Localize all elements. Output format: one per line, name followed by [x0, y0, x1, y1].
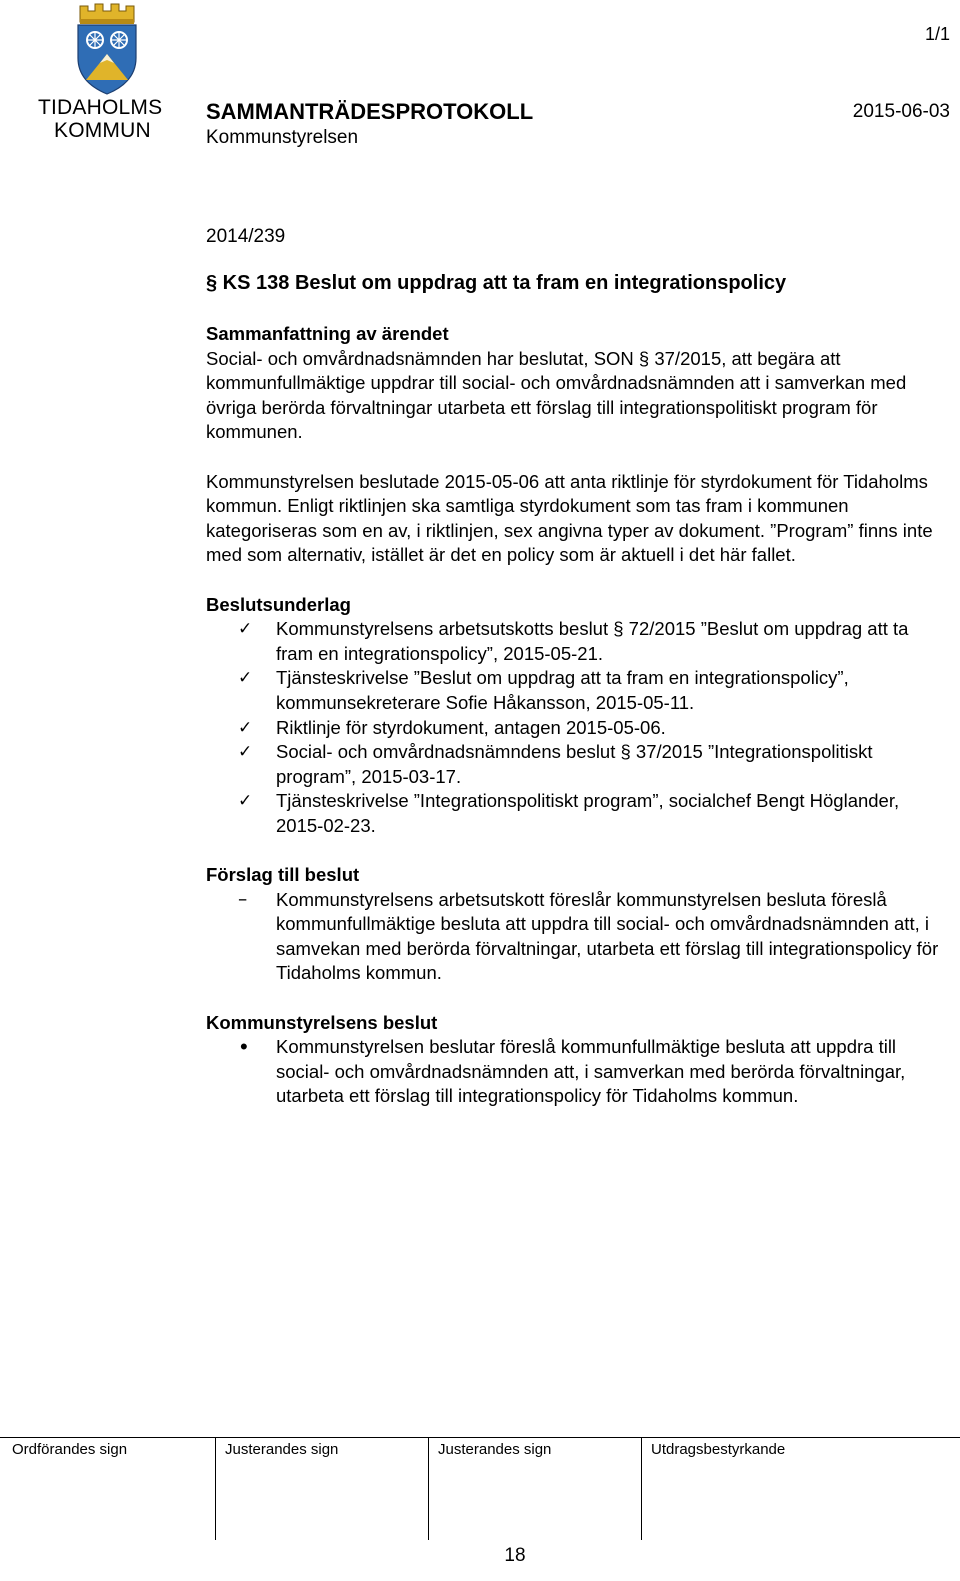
- paragraph-heading: § KS 138 Beslut om uppdrag att ta fram en integrationspolicy: [206, 272, 787, 294]
- list-item: [206, 716, 946, 741]
- list-item: [206, 888, 946, 986]
- municipality-logo-text: [38, 96, 178, 142]
- basis-item-text: Tjänsteskrivelse ”Beslut om uppdrag att ta fram en integrationspolicy”, kommunsekreterare Sofie Håkansson, 2015-05-11.: [276, 667, 849, 713]
- footer-column-divider: [215, 1437, 216, 1540]
- basis-item-text: Tjänsteskrivelse ”Integrationspolitiskt program”, socialchef Bengt Höglander, 2015-02-23.: [276, 790, 900, 836]
- summary-paragraph-1: Social- och omvårdnadsnämnden har beslutat, SON § 37/2015, att begära att kommunfullmäktige uppdrar till social- och omvårdnadsnämnden att i samverkan med övriga berörda förvaltningar utarbeta ett förslag till integrationspolitiskt program för kommunen.: [206, 347, 907, 443]
- summary-paragraph-2: Kommunstyrelsen beslutade 2015-05-06 att anta riktlinje för styrdokument för Tidaholms kommun. Enligt riktlinjen ska samtliga styrdokument som tas fram i kommunen kategoriseras som en av, i riktlinjen, sex angivna typer av dokument. ”Program” finns inte med som alternativ, istället är det en policy som är aktuell i det här fallet.: [206, 470, 933, 566]
- basis-item-text: Kommunstyrelsens arbetsutskotts beslut § 72/2015 ”Beslut om uppdrag att ta fram en integrationspolicy”, 2015-05-21.: [276, 618, 909, 664]
- case-number: 2014/239: [206, 226, 286, 247]
- check-mark-icon: ✓: [238, 742, 253, 763]
- check-mark-icon: ✓: [238, 791, 253, 812]
- document-content: [206, 322, 946, 1109]
- dash-bullet-icon: –: [238, 888, 248, 910]
- document-date: 2015-06-03: [852, 101, 950, 122]
- proposal-item-text: Kommunstyrelsens arbetsutskott föreslår kommunstyrelsen besluta föreslå kommunfullmäktige besluta att uppdra till social- och omvårdnadsnämnden att, i samvekan med berörda förvaltningar, utarbeta ett förslag till integrationspolicy för Tidaholms kommun.: [276, 888, 939, 984]
- summary-heading: Sammanfattning av ärendet: [206, 323, 449, 344]
- logo-line-2: KOMMUN: [54, 119, 151, 142]
- basis-list: [0, 617, 946, 838]
- footer-divider: [0, 1437, 960, 1438]
- page-number: 18: [504, 1545, 526, 1566]
- check-mark-icon: ✓: [238, 619, 253, 640]
- list-item: [206, 789, 946, 838]
- footer-cell-chair-sign: Ordförandes sign: [12, 1441, 128, 1458]
- check-mark-icon: ✓: [238, 668, 253, 689]
- footer-cell-certification: Utdragsbestyrkande: [651, 1441, 786, 1458]
- logo-line-1: TIDAHOLMS: [38, 96, 163, 119]
- decision-list: [206, 1035, 946, 1109]
- check-mark-icon: ✓: [238, 717, 253, 738]
- dot-bullet-icon: •: [240, 1034, 248, 1060]
- proposal-heading: Förslag till beslut: [206, 864, 360, 886]
- basis-item-text: Riktlinje för styrdokument, antagen 2015-05-06.: [276, 716, 666, 738]
- footer-column-divider: [641, 1437, 642, 1540]
- proposal-list: [206, 888, 946, 986]
- basis-heading: Beslutsunderlag: [206, 593, 351, 615]
- page-indicator: 1/1: [924, 24, 950, 44]
- list-item: [206, 617, 946, 666]
- list-item: [206, 740, 946, 789]
- crest-icon: [62, 0, 152, 96]
- document-title: SAMMANTRÄDESPROTOKOLL: [206, 99, 534, 124]
- basis-item-text: Social- och omvårdnadsnämndens beslut § 37/2015 ”Integrationspolitiskt program”, 2015-03-17.: [276, 741, 873, 787]
- municipality-crest-logo: [62, 0, 152, 96]
- list-item: [206, 1035, 946, 1109]
- footer-column-divider: [428, 1437, 429, 1540]
- footer-cell-adjuster-sign-1: Justerandes sign: [225, 1441, 339, 1458]
- signature-footer: [0, 1437, 960, 1541]
- footer-cell-adjuster-sign-2: Justerandes sign: [438, 1441, 552, 1458]
- decision-heading: Kommunstyrelsens beslut: [206, 1011, 438, 1033]
- decision-item-text: Kommunstyrelsen beslutar föreslå kommunfullmäktige besluta att uppdra till social- och omvårdnadsnämnden att, i samverkan med berörda förvaltningar, utarbeta ett förslag till integrationspolicy för Tidaholms kommun.: [276, 1036, 906, 1107]
- document-body-name: Kommunstyrelsen: [206, 127, 359, 148]
- list-item: [206, 666, 946, 715]
